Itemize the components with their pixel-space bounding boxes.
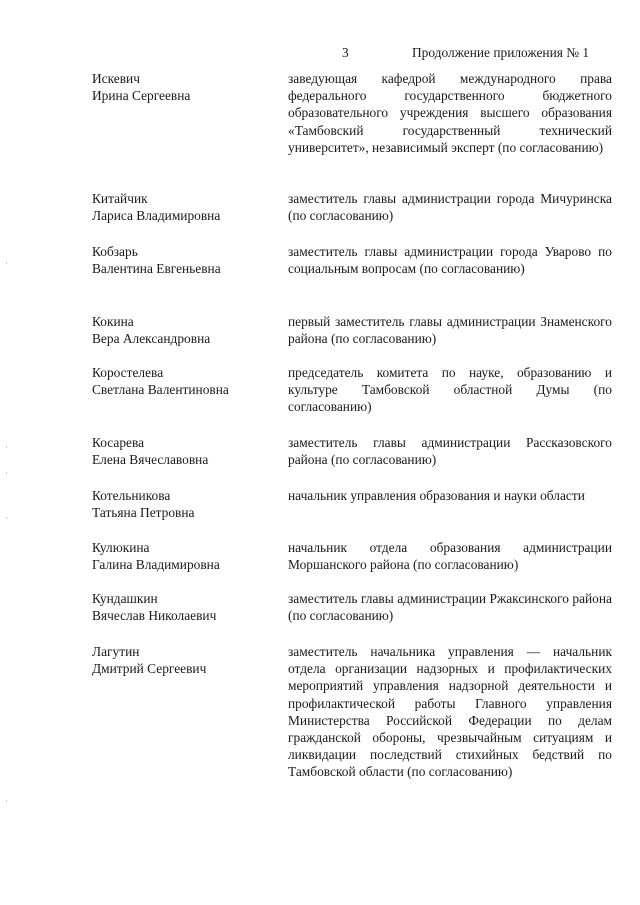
member-name [92,643,272,677]
member-position: заместитель главы администрации города Уварово по социальным вопросам (по согласованию) [288,244,612,277]
scan-artifact [6,446,7,448]
scan-artifact [6,472,7,474]
member-name [92,434,272,468]
member-given-names: Вячеслав Николаевич [92,608,217,624]
member-given-names: Ирина Сергеевна [92,88,191,104]
member-surname: Коростелева [92,365,164,380]
member-position: начальник отдела образования администрации Моршанского района (по согласованию) [288,540,612,573]
member-position: заместитель начальника управления — начальник отдела организации надзорных и профилактических мероприятий управления надзорной деятельности и профилактической работы Главного управления Министерства Российской Федерации по делам гражданской обороны, чрезвычайным ситуациям и ликвидации последствий стихийных бедствий по Тамбовской области (по согласованию) [288,644,612,780]
scan-artifact [6,800,7,802]
member-given-names: Дмитрий Сергеевич [92,661,207,677]
member-position: заместитель главы администрации Ржаксинского района (по согласованию) [288,591,612,624]
member-surname: Китайчик [92,191,148,206]
member-position: заведующая кафедрой международного права федерального государственного бюджетного образовательного учреждения высшего образования «Тамбовский государственный технический университет», независимый эксперт (по согласованию) [288,71,612,155]
member-surname: Лагутин [92,644,140,659]
member-name [92,243,272,277]
member-position: первый заместитель главы администрации Знаменского района (по согласованию) [288,314,612,347]
member-position: заместитель главы администрации города Мичуринска (по согласованию) [288,191,612,224]
member-given-names: Светлана Валентиновна [92,382,229,398]
member-position: председатель комитета по науке, образованию и культуре Тамбовской областной Думы (по согласованию) [288,365,612,415]
member-surname: Косарева [92,435,145,450]
member-name [92,364,272,398]
member-name [92,70,272,104]
member-name [92,590,272,624]
member-position: начальник управления образования и науки области [288,488,585,503]
member-surname: Кокина [92,314,134,329]
scan-artifact [6,262,7,264]
page-number: 3 [342,45,349,60]
member-surname: Кундашкин [92,591,158,606]
member-name [92,190,272,224]
member-given-names: Лариса Владимировна [92,208,221,224]
scan-artifact [6,517,7,519]
member-surname: Котельникова [92,488,171,503]
member-given-names: Галина Владимировна [92,557,220,573]
member-surname: Кобзарь [92,244,138,259]
member-given-names: Татьяна Петровна [92,505,195,521]
member-surname: Искевич [92,71,140,86]
member-surname: Кулюкина [92,540,150,555]
member-position: заместитель главы администрации Рассказовского района (по согласованию) [288,435,612,468]
member-name [92,539,272,573]
member-name [92,487,272,521]
appendix-continuation-note: Продолжение приложения № 1 [412,45,590,60]
member-given-names: Вера Александровна [92,331,211,347]
member-name [92,313,272,347]
member-given-names: Валентина Евгеньевна [92,261,221,277]
member-given-names: Елена Вячеславовна [92,452,209,468]
